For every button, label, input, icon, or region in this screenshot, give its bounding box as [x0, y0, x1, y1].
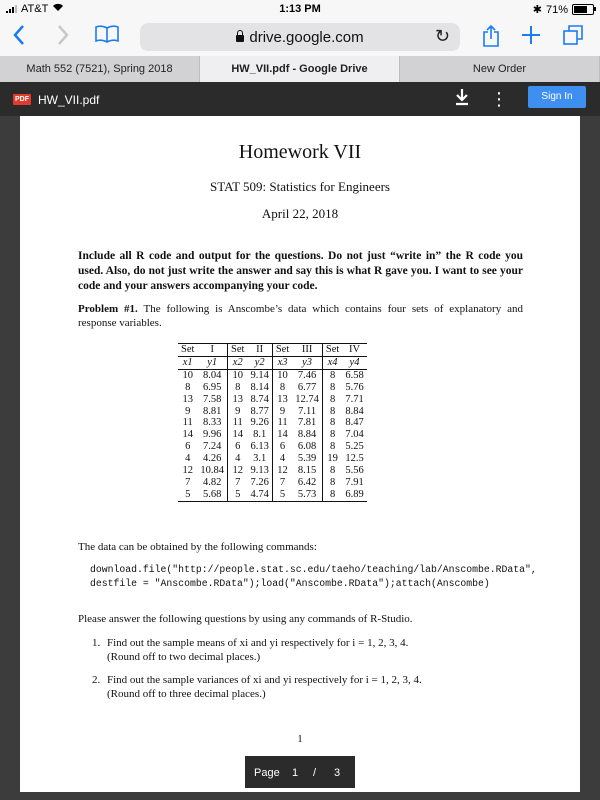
table-cell: 6 — [185, 441, 191, 453]
course-name: STAT 509: Statistics for Engineers — [210, 179, 390, 194]
table-row — [178, 382, 367, 394]
table-cell: 4 — [185, 453, 191, 465]
tab-hw-vii[interactable] — [200, 56, 400, 82]
sign-in-button[interactable]: Sign In — [528, 86, 586, 108]
table-cell: 5.68 — [197, 489, 227, 501]
question-number: 1. — [92, 637, 101, 649]
table-cell: 8.15 — [292, 465, 322, 477]
table-row — [178, 477, 367, 489]
page-indicator — [245, 756, 355, 788]
table-cell: 11 — [182, 417, 193, 429]
table-cell: 10 — [232, 369, 243, 381]
table-cell: 5 — [272, 489, 292, 501]
table-cell: 8.33 — [197, 417, 227, 429]
table-row — [178, 394, 367, 406]
table-row — [178, 344, 367, 357]
table-cell: Set — [178, 344, 197, 357]
table-cell: 10 — [182, 369, 193, 381]
table-cell: 7 — [235, 476, 241, 488]
tab-bar — [0, 56, 600, 82]
table-cell: 19 — [327, 453, 338, 465]
obtain-text: The data can be obtained by the following commands: — [78, 541, 317, 553]
table-cell: 7.04 — [345, 429, 364, 441]
table-cell: 12 — [232, 465, 243, 477]
table-cell: 8 — [329, 393, 336, 405]
question-text: Find out the sample variances of xi and yi respectively for i = 1, 2, 3, 4. — [107, 674, 422, 686]
table-cell: 8.14 — [247, 382, 272, 394]
table-cell: 8 — [329, 369, 336, 381]
document-date: April 22, 2018 — [261, 206, 339, 221]
table-cell: 9.96 — [197, 429, 227, 441]
lock-icon — [236, 35, 244, 42]
table-cell: 8 — [322, 489, 342, 501]
pdf-icon: PDF — [15, 96, 29, 103]
table-cell: y3 — [292, 356, 322, 369]
reload-icon[interactable]: ↻ — [434, 26, 450, 46]
table-cell: 7.58 — [197, 394, 227, 406]
table-cell: IV — [342, 344, 366, 357]
table-cell: 6.95 — [197, 382, 227, 394]
table-cell: 3.1 — [247, 453, 272, 465]
question-1 — [92, 636, 512, 664]
table-row — [178, 441, 367, 453]
table-cell: 5.39 — [292, 453, 322, 465]
table-cell: 13 — [277, 393, 288, 405]
table-cell: 7.11 — [292, 406, 322, 418]
table-cell: Set — [272, 344, 292, 357]
table-cell: 9 — [279, 405, 286, 417]
table-cell: 14 — [182, 429, 193, 441]
file-name: HW_VII.pdf — [38, 93, 100, 107]
table-cell: 5.73 — [292, 489, 322, 501]
table-cell: 7.71 — [345, 393, 364, 405]
table-cell: 8 — [329, 417, 336, 429]
download-icon[interactable] — [452, 88, 472, 108]
table-cell: 5.76 — [345, 381, 364, 393]
table-cell: 9 — [235, 405, 241, 417]
table-cell: 6.77 — [292, 382, 322, 394]
table-cell: x4 — [322, 356, 342, 369]
table-cell: 7 — [279, 476, 286, 488]
table-cell: 8.84 — [292, 429, 322, 441]
table-cell: 14 — [277, 429, 288, 441]
table-cell: 7.81 — [292, 417, 322, 429]
table-row — [178, 465, 367, 477]
table-row — [178, 489, 367, 501]
table-cell: 7.46 — [292, 369, 322, 381]
table-row — [178, 369, 367, 381]
table-cell: y2 — [247, 356, 272, 369]
table-cell: 8 — [329, 476, 336, 488]
table-cell: 9 — [185, 405, 191, 417]
question-note: (Round off to two decimal places.) — [107, 651, 261, 663]
page-separator: / — [313, 767, 317, 779]
table-cell: 8.47 — [345, 417, 364, 429]
instructions: Include all R code and output for the questions. Do not just “write in” the R code you used. Also, do not just write the answer and say this is what R gave you. I want to see your code and your answers accompanying your code. — [78, 250, 523, 292]
table-cell: 7.26 — [247, 477, 272, 489]
table-cell: 8.77 — [247, 406, 272, 418]
table-cell: x2 — [228, 356, 248, 369]
address-bar[interactable] — [140, 23, 460, 51]
table-cell: 7 — [185, 476, 191, 488]
more-options-icon[interactable]: ⋮ — [490, 89, 508, 109]
clock: 1:13 PM — [279, 3, 321, 15]
document-title: Homework VII — [238, 141, 362, 163]
tab-label: HW_VII.pdf - Google Drive — [231, 63, 368, 75]
table-cell: 8 — [279, 381, 286, 393]
new-tab-icon[interactable] — [518, 24, 544, 50]
code-line: download.file("http://people.stat.sc.edu/taeho/teaching/lab/Anscombe.RData", — [90, 564, 537, 575]
bookmarks-icon[interactable] — [92, 24, 122, 50]
table-cell: 6 — [235, 441, 241, 453]
table-row — [178, 406, 367, 418]
battery-percent: 71% — [545, 3, 568, 16]
table-cell: 11 — [232, 417, 243, 429]
table-cell: 12.74 — [292, 394, 322, 406]
forward-icon[interactable] — [50, 24, 76, 50]
table-cell: 8.81 — [197, 406, 227, 418]
table-cell: 10 — [277, 369, 288, 381]
table-cell: I — [197, 344, 227, 357]
problem-text: The following is Anscombe’s data which contains four sets of explanatory and response variables. — [78, 303, 523, 329]
table-cell: 8.84 — [345, 405, 364, 417]
url-text: drive.google.com — [249, 29, 364, 46]
table-cell: 8 — [329, 441, 336, 453]
tabs-overview-icon[interactable] — [560, 24, 586, 50]
table-cell: 11 — [277, 417, 288, 429]
table-cell: 13 — [232, 393, 243, 405]
table-cell: 5 — [228, 489, 248, 501]
table-cell: 14 — [232, 429, 243, 441]
table-cell: 8 — [329, 381, 336, 393]
table-cell: 6.08 — [292, 441, 322, 453]
table-cell: 6 — [279, 441, 286, 453]
total-pages: 3 — [334, 767, 341, 779]
page-label: Page — [254, 767, 280, 779]
table-cell: Set — [228, 344, 248, 357]
table-cell: 8 — [329, 465, 336, 477]
please-text: Please answer the following questions by using any commands of R-Studio. — [78, 613, 413, 625]
table-cell: Set — [322, 344, 342, 357]
tab-label: Math 552 (7521), Spring 2018 — [26, 63, 173, 75]
pdf-page — [20, 116, 580, 792]
table-cell: 6.13 — [247, 441, 272, 453]
table-cell: y4 — [342, 356, 366, 369]
r-code — [90, 563, 537, 591]
table-cell: 9.13 — [247, 465, 272, 477]
battery-icon — [572, 4, 594, 15]
status-bar — [0, 0, 600, 18]
table-cell: III — [292, 344, 322, 357]
code-line: destfile = "Anscombe.RData");load("Anscombe.RData");attach(Anscombe) — [90, 578, 490, 589]
tab-math-552[interactable] — [0, 56, 200, 82]
table-cell: 6.58 — [345, 369, 364, 381]
table-cell: 7.91 — [345, 476, 364, 488]
table-row — [178, 417, 367, 429]
problem-1 — [78, 302, 523, 330]
table-cell: 12.5 — [345, 453, 364, 465]
table-cell: 9.14 — [247, 369, 272, 381]
table-cell: 12 — [277, 465, 288, 477]
question-number: 2. — [92, 674, 101, 686]
table-cell: 8 — [329, 429, 336, 441]
table-cell: 4.74 — [247, 489, 272, 501]
question-text: Find out the sample means of xi and yi respectively for i = 1, 2, 3, 4. — [107, 637, 409, 649]
problem-label: Problem #1. — [78, 303, 138, 315]
table-cell: 5.25 — [345, 441, 364, 453]
browser-toolbar — [0, 18, 600, 56]
tab-label: New Order — [472, 63, 527, 75]
table-cell: 5.56 — [345, 465, 364, 477]
table-cell: 4.26 — [197, 453, 227, 465]
current-page: 1 — [292, 767, 299, 779]
table-cell: 13 — [182, 393, 193, 405]
table-row — [178, 429, 367, 441]
table-cell: 8.1 — [247, 429, 272, 441]
table-cell: II — [247, 344, 272, 357]
table-cell: 6.89 — [342, 489, 366, 501]
share-icon[interactable] — [478, 24, 504, 50]
table-cell: 8.04 — [197, 369, 227, 381]
table-cell: 8 — [329, 405, 336, 417]
table-cell: x3 — [272, 356, 292, 369]
table-cell: 4.82 — [197, 477, 227, 489]
table-row — [178, 453, 367, 465]
table-cell: 5 — [178, 489, 197, 501]
drive-header — [0, 82, 600, 116]
back-icon[interactable] — [6, 24, 32, 50]
table-cell: x1 — [178, 356, 197, 369]
table-cell: 8.74 — [247, 394, 272, 406]
tab-new-order[interactable] — [400, 56, 600, 82]
table-cell: 4 — [279, 453, 286, 465]
table-row — [178, 356, 367, 369]
table-cell: 4 — [235, 453, 241, 465]
table-cell: y1 — [197, 356, 227, 369]
bluetooth-icon: ✱ — [532, 4, 542, 16]
question-2 — [92, 673, 512, 701]
table-cell: 10.84 — [197, 465, 227, 477]
table-cell: 7.24 — [197, 441, 227, 453]
anscombe-table — [178, 343, 367, 502]
table-cell: 12 — [182, 465, 193, 477]
table-cell: 9.26 — [247, 417, 272, 429]
carrier: AT&T — [21, 3, 49, 15]
page-number: 1 — [297, 733, 303, 745]
table-cell: 8 — [185, 381, 191, 393]
table-cell: 8 — [235, 381, 241, 393]
table-cell: 6.42 — [292, 477, 322, 489]
question-note: (Round off to three decimal places.) — [107, 688, 266, 700]
